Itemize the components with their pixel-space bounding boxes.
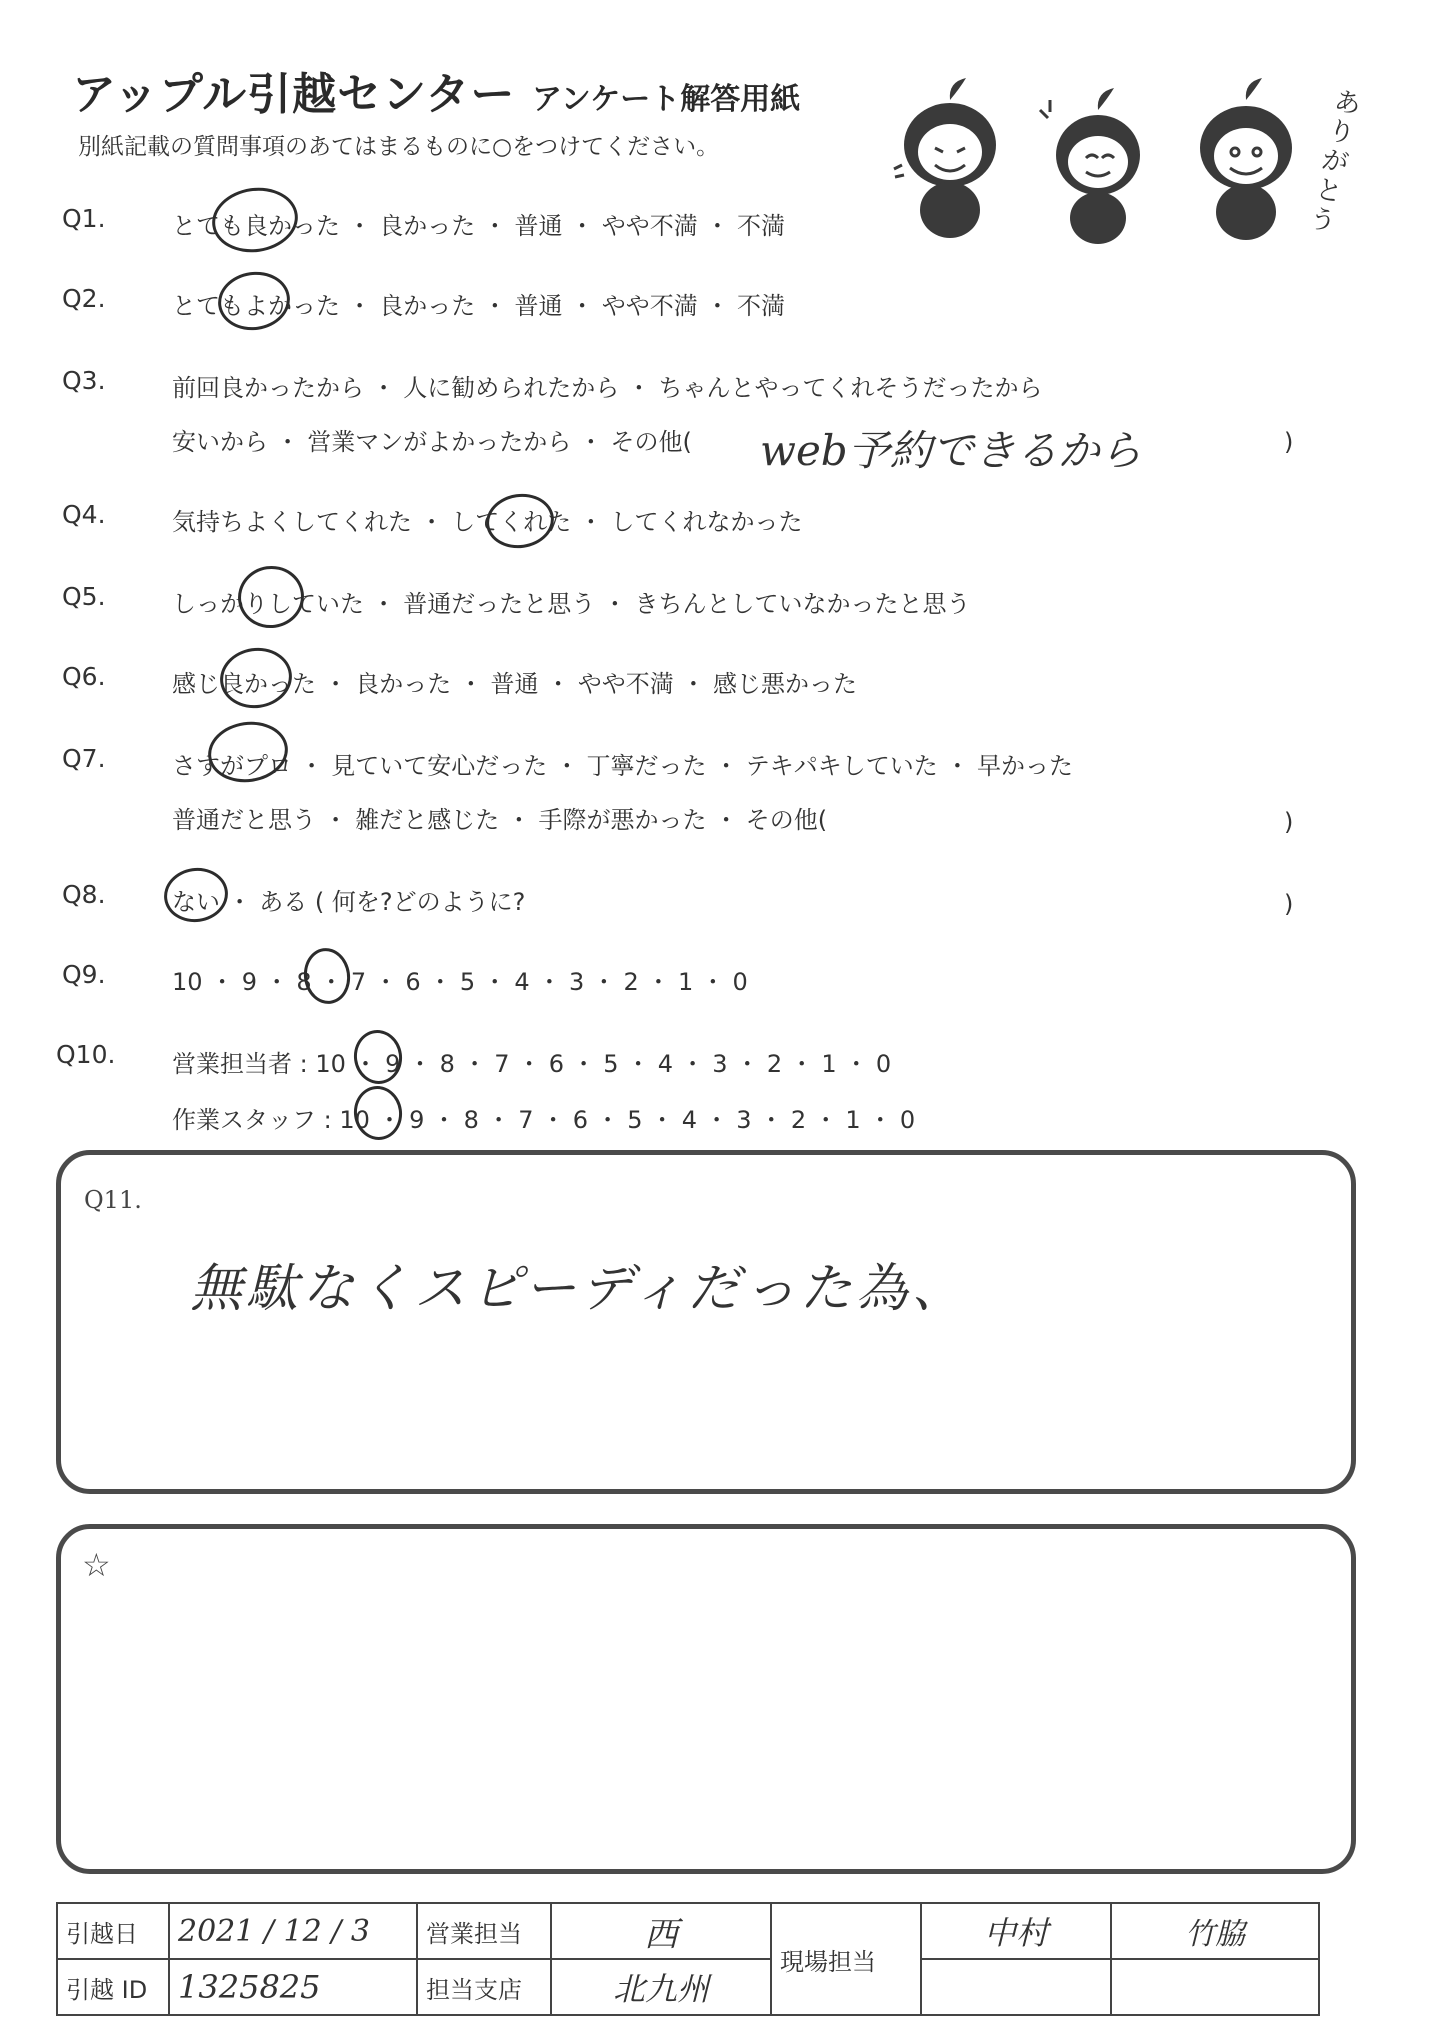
- selection-circle-q6: [216, 643, 296, 712]
- question-options-q4: 気持ちよくしてくれた ・ してくれた ・ してくれなかった: [172, 508, 803, 536]
- question-options-q7-line1: さすがプロ ・ 見ていて安心だった ・ 丁寧だった ・ テキパキしていた ・ 早かった: [172, 752, 1074, 780]
- question-options-q8: ない ・ ある ( 何を?どのように?: [172, 888, 526, 916]
- question-label-q3: Q3.: [62, 366, 106, 395]
- instruction-text: 別紙記載の質問事項のあてはまるものに○をつけてください。: [78, 134, 720, 160]
- monkey-mascots-icon: [890, 70, 1320, 245]
- selection-circle-q2: [214, 267, 293, 334]
- question-options-q10-sales: 営業担当者 : 10 ・ 9 ・ 8 ・ 7 ・ 6 ・ 5 ・ 4 ・ 3 ・ 2 ・ 1 ・ 0: [172, 1050, 892, 1078]
- footer-info-table: [56, 1902, 1320, 2016]
- site-staff-empty-2: [1111, 1959, 1319, 2015]
- question-options-q6: 感じ良かった ・ 良かった ・ 普通 ・ やや不満 ・ 感じ悪かった: [172, 670, 858, 698]
- question-options-q10-staff: 作業スタッフ : 10 ・ 9 ・ 8 ・ 7 ・ 6 ・ 5 ・ 4 ・ 3 ・ 2 ・ 1 ・ 0: [172, 1106, 916, 1134]
- selection-circle-q5: [234, 562, 308, 633]
- question-label-q7: Q7.: [62, 744, 106, 773]
- form-subtitle: アンケート解答用紙: [532, 82, 801, 117]
- selection-circle-q9: [300, 945, 353, 1007]
- question-options-q2: とてもよかった ・ 良かった ・ 普通 ・ やや不満 ・ 不満: [172, 292, 786, 320]
- question-label-q11: Q11.: [84, 1186, 142, 1214]
- question-label-q5: Q5.: [62, 582, 106, 611]
- site-staff-2: 竹脇: [1111, 1903, 1319, 1959]
- sales-value: 西: [551, 1903, 771, 1959]
- question-label-q1: Q1.: [62, 204, 106, 233]
- handwritten-answer-q3: web予約できるから: [760, 426, 1142, 475]
- branch-label: 担当支店: [417, 1959, 551, 2015]
- question-options-q3-line2: 安いから ・ 営業マンがよかったから ・ その他(: [172, 428, 692, 456]
- question-options-q7-line2: 普通だと思う ・ 雑だと感じた ・ 手際が悪かった ・ その他(: [172, 806, 828, 834]
- question-options-q1: とても良かった ・ 良かった ・ 普通 ・ やや不満 ・ 不満: [172, 212, 786, 240]
- question-options-q5: しっかりしていた ・ 普通だったと思う ・ きちんとしていなかったと思う: [172, 590, 971, 618]
- move-date-value: 2021 / 12 / 3: [169, 1903, 417, 1959]
- closing-paren-q7: ): [1284, 808, 1294, 836]
- thanks-text: ありがとう: [1306, 86, 1364, 239]
- question-options-q3-line1: 前回良かったから ・ 人に勧められたから ・ ちゃんとやってくれそうだったから: [172, 374, 1043, 402]
- question-label-q10: Q10.: [56, 1040, 116, 1069]
- site-staff-empty-1: [921, 1959, 1111, 2015]
- question-label-q8: Q8.: [62, 880, 106, 909]
- selection-circle-q1: [208, 182, 302, 257]
- question-label-q2: Q2.: [62, 284, 106, 313]
- closing-paren-q3: ): [1284, 428, 1294, 456]
- site-label: 現場担当: [771, 1903, 921, 2015]
- q11-comment-box: [56, 1150, 1356, 1494]
- handwritten-answer-q11: 無駄なくスピーディだった為、: [190, 1259, 968, 1319]
- question-label-q9: Q9.: [62, 960, 106, 989]
- closing-paren-q8: ): [1284, 890, 1294, 918]
- question-label-q4: Q4.: [62, 500, 106, 529]
- company-title: アップル引越センター: [72, 69, 516, 120]
- selection-circle-q4: [483, 490, 558, 553]
- star-label: ☆: [82, 1546, 111, 1584]
- sales-label: 営業担当: [417, 1903, 551, 1959]
- mascot-illustration: [890, 70, 1320, 245]
- move-id-value: 1325825: [169, 1959, 417, 2015]
- star-comment-box: [56, 1524, 1356, 1874]
- move-id-label: 引越 ID: [57, 1959, 169, 2015]
- site-staff-1: 中村: [921, 1903, 1111, 1959]
- move-date-label: 引越日: [57, 1903, 169, 1959]
- question-label-q6: Q6.: [62, 662, 106, 691]
- question-options-q9: 10 ・ 9 ・ 8 ・ 7 ・ 6 ・ 5 ・ 4 ・ 3 ・ 2 ・ 1 ・ 0: [172, 968, 748, 996]
- branch-value: 北九州: [551, 1959, 771, 2015]
